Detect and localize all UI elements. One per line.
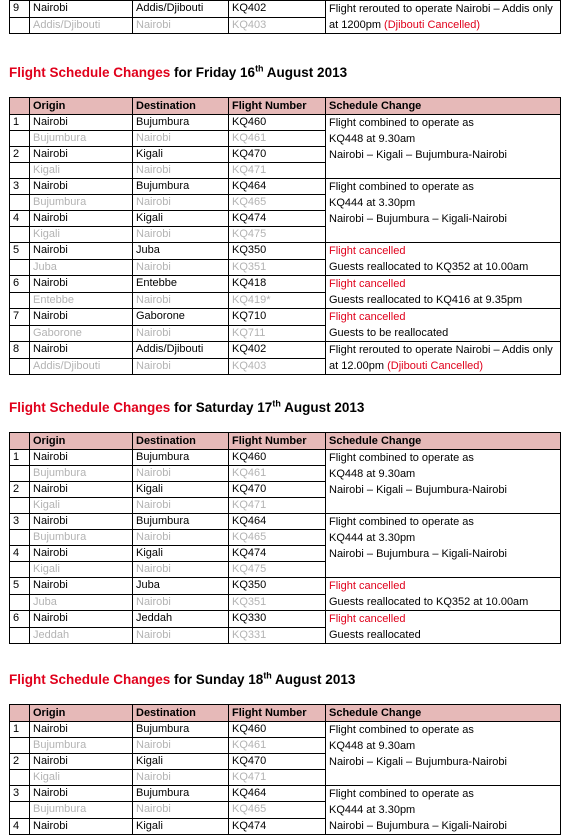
- change-text: Nairobi – Bujumbura – Kigali-Nairobi: [329, 213, 507, 225]
- destination-cell: Nairobi: [133, 562, 229, 578]
- origin-cell: Nairobi: [30, 482, 133, 498]
- row-number: 8: [10, 342, 30, 359]
- row-number: [10, 498, 30, 514]
- origin-cell: Bujumbura: [30, 195, 133, 211]
- section-title-highlight: Flight Schedule Changes: [9, 65, 171, 80]
- destination-cell: Bujumbura: [133, 450, 229, 466]
- origin-cell: Nairobi: [30, 211, 133, 227]
- origin-cell: Nairobi: [30, 546, 133, 562]
- cancel-notice: Flight cancelled: [329, 580, 406, 592]
- row-number: [10, 163, 30, 179]
- origin-cell: Nairobi: [30, 276, 133, 293]
- flight-row: [10, 611, 561, 628]
- destination-cell: Nairobi: [133, 163, 229, 179]
- origin-cell: Nairobi: [30, 754, 133, 770]
- row-number: 4: [10, 818, 30, 834]
- destination-cell: Nairobi: [133, 17, 229, 34]
- origin-cell: Nairobi: [30, 179, 133, 195]
- col-number-header: [10, 433, 30, 450]
- change-text: Flight rerouted to operate Nairobi – Addis only at 12.00pm: [329, 344, 553, 372]
- origin-cell: Juba: [30, 594, 133, 611]
- origin-cell: Nairobi: [30, 578, 133, 595]
- cancel-notice: (Djibouti Cancelled): [384, 19, 481, 31]
- row-number: [10, 627, 30, 644]
- origin-cell: Nairobi: [30, 1, 133, 18]
- col-flight-number-header: Flight Number: [229, 98, 326, 115]
- flight-number-cell: KQ402: [229, 342, 326, 359]
- origin-cell: Kigali: [30, 227, 133, 243]
- origin-cell: Bujumbura: [30, 466, 133, 482]
- cancel-notice: Flight cancelled: [329, 311, 406, 323]
- destination-cell: Bujumbura: [133, 722, 229, 738]
- destination-cell: Entebbe: [133, 276, 229, 293]
- destination-cell: Nairobi: [133, 498, 229, 514]
- origin-cell: Addis/Djibouti: [30, 17, 133, 34]
- ordinal-suffix: th: [263, 670, 272, 681]
- flight-row: [10, 179, 561, 195]
- schedule-change-cell: [326, 514, 561, 578]
- flight-number-cell: KQ460: [229, 450, 326, 466]
- row-number: [10, 358, 30, 375]
- row-number: [10, 594, 30, 611]
- destination-cell: Nairobi: [133, 770, 229, 786]
- table-header-row: [10, 433, 561, 450]
- origin-cell: Kigali: [30, 770, 133, 786]
- destination-cell: Kigali: [133, 546, 229, 562]
- origin-cell: Entebbe: [30, 292, 133, 309]
- schedule-change-cell: [326, 243, 561, 276]
- destination-cell: Juba: [133, 243, 229, 260]
- row-number: [10, 259, 30, 276]
- origin-cell: Kigali: [30, 498, 133, 514]
- destination-cell: Nairobi: [133, 195, 229, 211]
- destination-cell: Nairobi: [133, 131, 229, 147]
- saturday-section: [9, 398, 561, 644]
- origin-cell: Nairobi: [30, 243, 133, 260]
- change-text: Flight combined to operate as: [329, 516, 474, 528]
- flight-row: [10, 115, 561, 131]
- schedule-change-cell: [326, 115, 561, 179]
- flight-number-cell: KQ471: [229, 770, 326, 786]
- change-text: KQ448 at 9.30am: [329, 133, 416, 145]
- schedule-table: [9, 97, 561, 375]
- schedule-change-cell: [326, 179, 561, 243]
- change-text: Flight combined to operate as: [329, 724, 474, 736]
- schedule-change-cell: [326, 786, 561, 835]
- origin-cell: Nairobi: [30, 450, 133, 466]
- flight-number-cell: KQ330: [229, 611, 326, 628]
- col-destination-header: Destination: [133, 98, 229, 115]
- flight-number-cell: KQ471: [229, 163, 326, 179]
- col-origin-header: Origin: [30, 98, 133, 115]
- destination-cell: Nairobi: [133, 802, 229, 818]
- change-text: Guests reallocated to KQ352 at 10.00am: [329, 596, 529, 608]
- flight-number-cell: KQ419*: [229, 292, 326, 309]
- destination-cell: Nairobi: [133, 738, 229, 754]
- flight-number-cell: KQ475: [229, 562, 326, 578]
- section-title: [9, 398, 561, 417]
- row-number: 4: [10, 546, 30, 562]
- col-number-header: [10, 98, 30, 115]
- origin-cell: Nairobi: [30, 786, 133, 802]
- destination-cell: Nairobi: [133, 530, 229, 546]
- section-title: [9, 63, 561, 82]
- table-header-row: [10, 705, 561, 722]
- ordinal-suffix: th: [255, 63, 264, 74]
- origin-cell: Gaborone: [30, 325, 133, 342]
- flight-number-cell: KQ474: [229, 818, 326, 834]
- change-text: Nairobi – Bujumbura – Kigali-Nairobi: [329, 548, 507, 560]
- flight-row: [10, 309, 561, 326]
- origin-cell: Juba: [30, 259, 133, 276]
- flight-number-cell: KQ351: [229, 594, 326, 611]
- flight-number-cell: KQ471: [229, 498, 326, 514]
- row-number: 3: [10, 786, 30, 802]
- row-number: [10, 530, 30, 546]
- top-fragment-table-wrap: [9, 0, 561, 34]
- flight-number-cell: KQ460: [229, 722, 326, 738]
- flight-number-cell: KQ351: [229, 259, 326, 276]
- change-text: Nairobi – Kigali – Bujumbura-Nairobi: [329, 149, 507, 161]
- destination-cell: Nairobi: [133, 358, 229, 375]
- flight-row: [10, 243, 561, 260]
- change-text: Nairobi – Kigali – Bujumbura-Nairobi: [329, 484, 507, 496]
- origin-cell: Bujumbura: [30, 738, 133, 754]
- col-origin-header: Origin: [30, 705, 133, 722]
- row-number: 5: [10, 243, 30, 260]
- schedule-change-cell: [326, 578, 561, 611]
- row-number: 7: [10, 309, 30, 326]
- flight-number-cell: KQ474: [229, 211, 326, 227]
- change-text: Guests reallocated: [329, 629, 421, 641]
- col-origin-header: Origin: [30, 433, 133, 450]
- origin-cell: Jeddah: [30, 627, 133, 644]
- destination-cell: Bujumbura: [133, 514, 229, 530]
- row-number: [10, 227, 30, 243]
- col-flight-number-header: Flight Number: [229, 705, 326, 722]
- flight-row: [10, 786, 561, 802]
- row-number: [10, 562, 30, 578]
- flight-row: [10, 514, 561, 530]
- origin-cell: Nairobi: [30, 342, 133, 359]
- row-number: 6: [10, 276, 30, 293]
- section-title: [9, 670, 561, 689]
- row-number: 1: [10, 722, 30, 738]
- destination-cell: Nairobi: [133, 466, 229, 482]
- destination-cell: Kigali: [133, 754, 229, 770]
- flight-number-cell: KQ470: [229, 147, 326, 163]
- schedule-change-cell: [326, 722, 561, 786]
- flight-number-cell: KQ464: [229, 786, 326, 802]
- change-text: Nairobi – Bujumbura – Kigali-Nairobi: [329, 820, 507, 832]
- flight-number-cell: KQ464: [229, 179, 326, 195]
- row-number: 3: [10, 179, 30, 195]
- flight-number-cell: KQ475: [229, 227, 326, 243]
- schedule-table: [9, 432, 561, 644]
- row-number: 2: [10, 754, 30, 770]
- flight-number-cell: KQ461: [229, 738, 326, 754]
- origin-cell: Bujumbura: [30, 530, 133, 546]
- origin-cell: Bujumbura: [30, 131, 133, 147]
- cancel-notice: Flight cancelled: [329, 278, 406, 290]
- section-title-month: August 2013: [280, 400, 365, 415]
- flight-number-cell: KQ710: [229, 309, 326, 326]
- origin-cell: Nairobi: [30, 514, 133, 530]
- change-text: Flight combined to operate as: [329, 452, 474, 464]
- origin-cell: Nairobi: [30, 722, 133, 738]
- flight-number-cell: KQ465: [229, 802, 326, 818]
- row-number: [10, 17, 30, 34]
- row-number: [10, 802, 30, 818]
- flight-row: [10, 722, 561, 738]
- schedule-change-cell: [326, 450, 561, 514]
- flight-row: [10, 578, 561, 595]
- row-number: 1: [10, 450, 30, 466]
- change-text: KQ448 at 9.30am: [329, 740, 416, 752]
- section-title-day: for Friday 16: [170, 65, 256, 80]
- section-title-highlight: Flight Schedule Changes: [9, 672, 171, 687]
- section-title-month: August 2013: [271, 672, 356, 687]
- change-text: KQ448 at 9.30am: [329, 468, 416, 480]
- destination-cell: Nairobi: [133, 594, 229, 611]
- cancel-notice: Flight cancelled: [329, 245, 406, 257]
- col-number-header: [10, 705, 30, 722]
- origin-cell: Bujumbura: [30, 802, 133, 818]
- change-text: Guests to be reallocated: [329, 327, 449, 339]
- change-text: KQ444 at 3.30pm: [329, 804, 416, 816]
- flight-number-cell: KQ465: [229, 530, 326, 546]
- change-text: Flight combined to operate as: [329, 181, 474, 193]
- row-number: 4: [10, 211, 30, 227]
- destination-cell: Gaborone: [133, 309, 229, 326]
- destination-cell: Nairobi: [133, 325, 229, 342]
- cancel-notice: Flight cancelled: [329, 613, 406, 625]
- row-number: 3: [10, 514, 30, 530]
- destination-cell: Bujumbura: [133, 115, 229, 131]
- row-number: [10, 195, 30, 211]
- destination-cell: Kigali: [133, 482, 229, 498]
- flight-number-cell: KQ350: [229, 578, 326, 595]
- flight-row: [10, 276, 561, 293]
- change-text: Nairobi – Kigali – Bujumbura-Nairobi: [329, 756, 507, 768]
- col-schedule-change-header: Schedule Change: [326, 98, 561, 115]
- col-destination-header: Destination: [133, 705, 229, 722]
- flight-number-cell: KQ402: [229, 1, 326, 18]
- row-number: 2: [10, 482, 30, 498]
- flight-number-cell: KQ331: [229, 627, 326, 644]
- destination-cell: Juba: [133, 578, 229, 595]
- destination-cell: Nairobi: [133, 259, 229, 276]
- flight-number-cell: KQ470: [229, 482, 326, 498]
- origin-cell: Nairobi: [30, 818, 133, 834]
- change-text: Flight combined to operate as: [329, 788, 474, 800]
- schedule-change-cell: [326, 276, 561, 309]
- origin-cell: Kigali: [30, 163, 133, 179]
- flight-number-cell: KQ711: [229, 325, 326, 342]
- row-number: 6: [10, 611, 30, 628]
- schedule-change-cell: [326, 309, 561, 342]
- destination-cell: Nairobi: [133, 627, 229, 644]
- change-text: KQ444 at 3.30pm: [329, 532, 416, 544]
- flight-row: [10, 342, 561, 359]
- flight-number-cell: KQ474: [229, 546, 326, 562]
- row-number: 9: [10, 1, 30, 18]
- schedule-table: [9, 704, 561, 835]
- destination-cell: Addis/Djibouti: [133, 1, 229, 18]
- section-title-day: for Sunday 18: [170, 672, 264, 687]
- origin-cell: Nairobi: [30, 147, 133, 163]
- row-number: 5: [10, 578, 30, 595]
- flight-number-cell: KQ460: [229, 115, 326, 131]
- friday-section: [9, 63, 561, 375]
- flight-row: [10, 1, 561, 18]
- flight-number-cell: KQ350: [229, 243, 326, 260]
- schedule-table-fragment: [9, 0, 561, 34]
- origin-cell: Addis/Djibouti: [30, 358, 133, 375]
- flight-number-cell: KQ403: [229, 17, 326, 34]
- section-title-highlight: Flight Schedule Changes: [9, 400, 171, 415]
- row-number: [10, 325, 30, 342]
- row-number: 2: [10, 147, 30, 163]
- flight-number-cell: KQ470: [229, 754, 326, 770]
- row-number: [10, 466, 30, 482]
- row-number: 1: [10, 115, 30, 131]
- table-header-row: [10, 98, 561, 115]
- flight-row: [10, 450, 561, 466]
- flight-number-cell: KQ461: [229, 466, 326, 482]
- origin-cell: Nairobi: [30, 611, 133, 628]
- destination-cell: Nairobi: [133, 227, 229, 243]
- flight-number-cell: KQ465: [229, 195, 326, 211]
- col-flight-number-header: Flight Number: [229, 433, 326, 450]
- col-schedule-change-header: Schedule Change: [326, 433, 561, 450]
- col-destination-header: Destination: [133, 433, 229, 450]
- origin-cell: Nairobi: [30, 309, 133, 326]
- change-text: Guests reallocated to KQ416 at 9.35pm: [329, 294, 523, 306]
- row-number: [10, 292, 30, 309]
- ordinal-suffix: th: [272, 398, 281, 409]
- col-schedule-change-header: Schedule Change: [326, 705, 561, 722]
- destination-cell: Bujumbura: [133, 179, 229, 195]
- flight-number-cell: KQ418: [229, 276, 326, 293]
- schedule-change-cell: [326, 1, 561, 34]
- row-number: [10, 131, 30, 147]
- row-number: [10, 770, 30, 786]
- origin-cell: Kigali: [30, 562, 133, 578]
- destination-cell: Kigali: [133, 211, 229, 227]
- destination-cell: Nairobi: [133, 292, 229, 309]
- origin-cell: Nairobi: [30, 115, 133, 131]
- row-number: [10, 738, 30, 754]
- change-text: Flight rerouted to operate Nairobi – Addis only at 1200pm: [329, 3, 553, 31]
- section-title-month: August 2013: [263, 65, 348, 80]
- destination-cell: Kigali: [133, 147, 229, 163]
- flight-number-cell: KQ464: [229, 514, 326, 530]
- destination-cell: Jeddah: [133, 611, 229, 628]
- destination-cell: Bujumbura: [133, 786, 229, 802]
- section-title-day: for Saturday 17: [170, 400, 273, 415]
- flight-number-cell: KQ403: [229, 358, 326, 375]
- flight-number-cell: KQ461: [229, 131, 326, 147]
- schedule-change-cell: [326, 342, 561, 375]
- destination-cell: Addis/Djibouti: [133, 342, 229, 359]
- sunday-section: [9, 670, 561, 835]
- change-text: Flight combined to operate as: [329, 117, 474, 129]
- change-text: Guests reallocated to KQ352 at 10.00am: [329, 261, 529, 273]
- change-text: KQ444 at 3.30pm: [329, 197, 416, 209]
- schedule-change-cell: [326, 611, 561, 644]
- destination-cell: Kigali: [133, 818, 229, 834]
- cancel-notice: (Djibouti Cancelled): [387, 360, 484, 372]
